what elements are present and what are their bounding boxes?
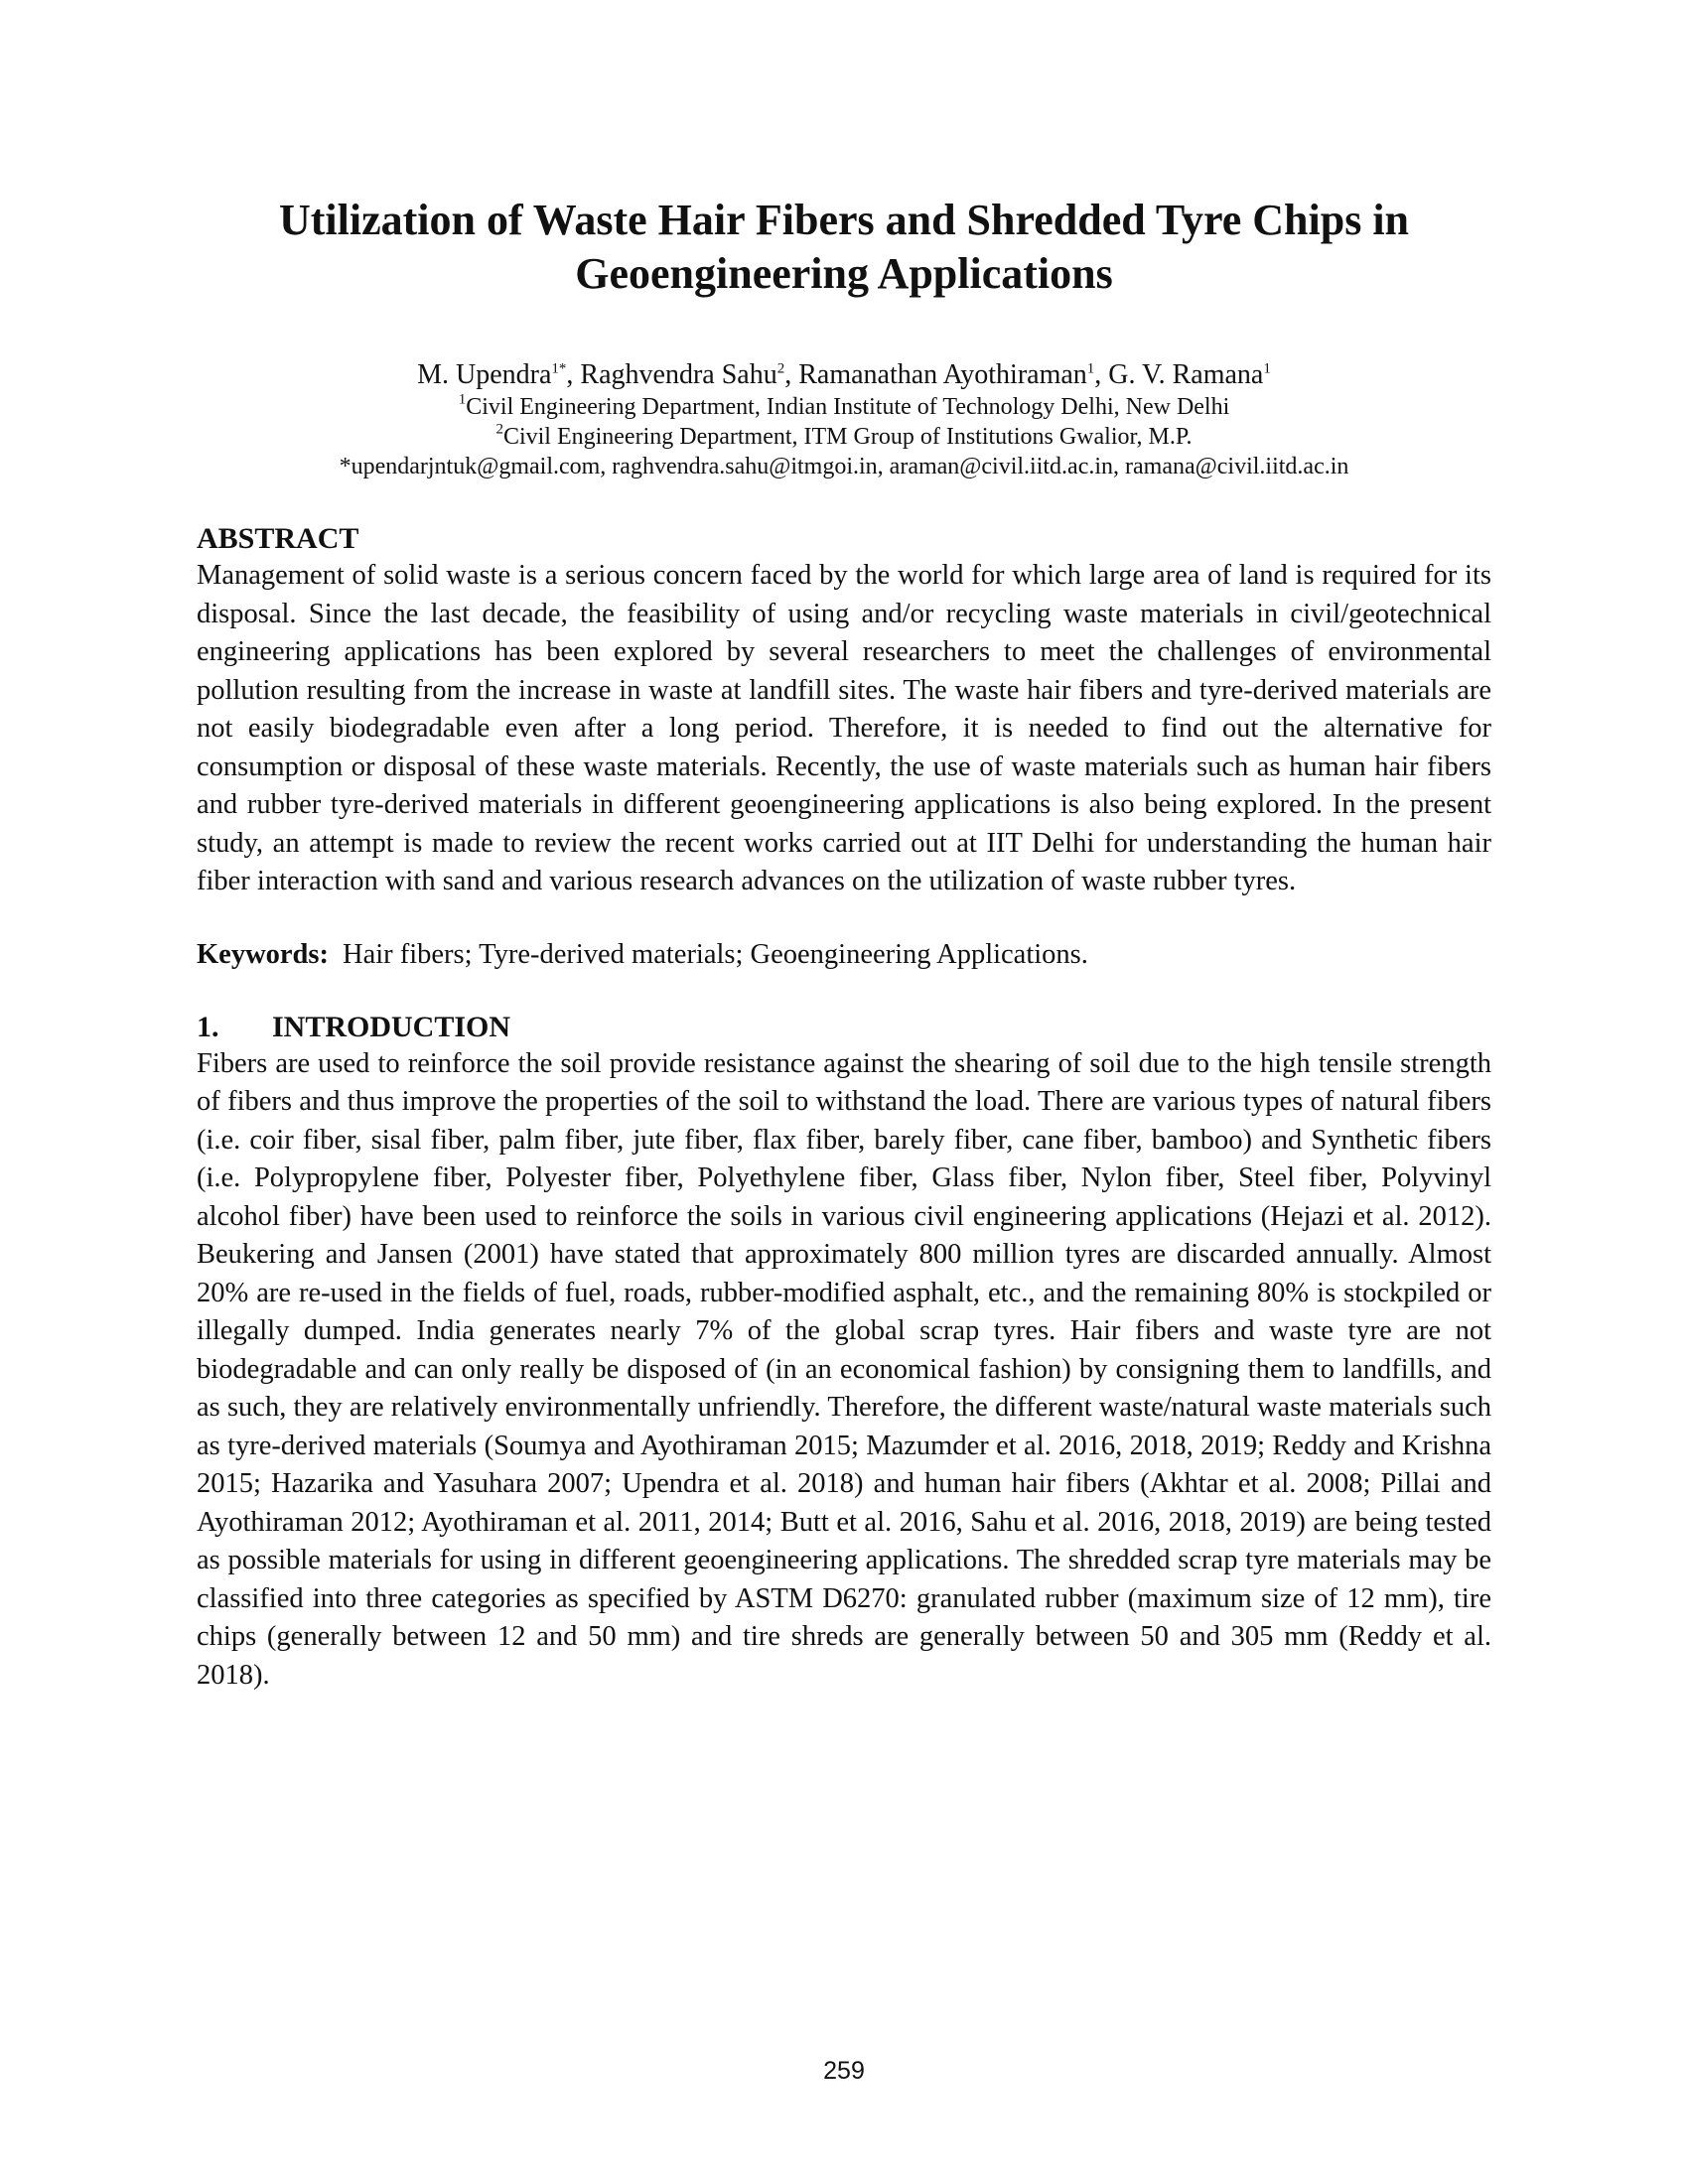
- abstract-text: Management of solid waste is a serious concern faced by the world for which large area of land is required for its disposal. Since the last decade, the feasibility of using and/or recycling waste materials in civil/geotechnical engineering applications has been explored by several researchers to meet the challenges of environmental pollution resulting from the increase in waste at landfill sites. The waste hair fibers and tyre-derived materials are not easily biodegradable even after a long period. Therefore, it is needed to find out the alternative for consumption or disposal of these waste materials. Recently, the use of waste materials such as human hair fibers and rubber tyre-derived materials in different geoengineering applications is also being explored. In the present study, an attempt is made to review the recent works carried out at IIT Delhi for understanding the human hair fiber interaction with sand and various research advances on the utilization of waste rubber tyres.: [197, 560, 1491, 896]
- affiliation-text: Civil Engineering Department, Indian Institute of Technology Delhi, New Delhi: [466, 394, 1230, 420]
- paper-title: [197, 194, 1491, 301]
- author-name: Ramanathan Ayothiraman: [798, 359, 1087, 390]
- abstract-heading: ABSTRACT: [197, 522, 359, 555]
- author-name: G. V. Ramana: [1108, 359, 1264, 390]
- author-affiliation-mark: 2: [776, 360, 785, 377]
- page-content: [197, 194, 1491, 1695]
- author-name: M. Upendra: [417, 359, 552, 390]
- affiliation-1: [197, 392, 1491, 422]
- introduction-heading: [197, 1010, 1491, 1045]
- paper-title-line-1: Utilization of Waste Hair Fibers and Shredded Tyre Chips in: [278, 196, 1410, 244]
- section-title: INTRODUCTION: [272, 1010, 511, 1043]
- paper-title-line-2: Geoengineering Applications: [575, 249, 1113, 298]
- keywords-label: Keywords:: [197, 938, 329, 970]
- author-affiliation-mark: 1: [1086, 360, 1095, 377]
- keywords-line: [197, 936, 1491, 974]
- page-number: 259: [823, 2057, 865, 2085]
- author-list: M. Upendra$^{1*}$, Raghvendra Sahu$^2$, Ramanathan Ayothiraman$^1$, G. V. Ramana$^1$: [417, 359, 1271, 390]
- author-name: Raghvendra Sahu: [580, 359, 777, 390]
- author-block: [197, 358, 1491, 481]
- introduction-text: Fibers are used to reinforce the soil provide resistance against the shearing of soil due to the high tensile strength of fibers and thus improve the properties of the soil to withstand the load. There are various types of natural fibers (i.e. coir fiber, sisal fiber, palm fiber, jute fiber, flax fiber, barely fiber, cane fiber, bamboo) and Synthetic fibers (i.e. Polypropylene fiber, Polyester fiber, Polyethylene fiber, Glass fiber, Nylon fiber, Steel fiber, Polyvinyl alcohol fiber) have been used to reinforce the soils in various civil engineering applications (Hejazi et al. 2012). Beukering and Jansen (2001) have stated that approximately 800 million tyres are discarded annually. Almost 20% are re-used in the fields of fuel, roads, rubber-modified asphalt, etc., and the remaining 80% is stockpiled or illegally dumped. India generates nearly 7% of the global scrap tyres. Hair fibers and waste tyre are not biodegradable and can only really be disposed of (in an economical fashion) by consigning them to landfills, and as such, they are relatively environmentally unfriendly. Therefore, the different waste/natural waste materials such as tyre-derived materials (Soumya and Ayothiraman 2015; Mazumder et al. 2016, 2018, 2019; Reddy and Krishna 2015; Hazarika and Yasuhara 2007; Upendra et al. 2018) and human hair fibers (Akhtar et al. 2008; Pillai and Ayothiraman 2012; Ayothiraman et al. 2011, 2014; Butt et al. 2016, Sahu et al. 2016, 2018, 2019) are being tested as possible materials for using in different geoengineering applications. The shredded scrap tyre materials may be classified into three categories as specified by ASTM D6270: granulated rubber (maximum size of 12 mm), tire chips (generally between 12 and 50 mm) and tire shreds are generally between 50 and 305 mm (Reddy et al. 2018).: [197, 1047, 1491, 1691]
- section-number: 1.: [197, 1010, 219, 1043]
- author-affiliation-mark: 1: [1263, 360, 1271, 377]
- affiliation-mark: 2: [495, 421, 503, 438]
- affiliation-mark: 1: [458, 391, 467, 408]
- author-affiliation-mark: 1*: [551, 360, 567, 377]
- author-emails: *upendarjntuk@gmail.com, raghvendra.sahu@itmgoi.in, araman@civil.iitd.ac.in, ramana@civil.iitd.ac.in: [339, 454, 1349, 479]
- affiliation-2: [197, 422, 1491, 452]
- keywords-text: Hair fibers; Tyre-derived materials; Geoengineering Applications.: [342, 938, 1088, 970]
- affiliation-text: Civil Engineering Department, ITM Group of Institutions Gwalior, M.P.: [502, 424, 1193, 450]
